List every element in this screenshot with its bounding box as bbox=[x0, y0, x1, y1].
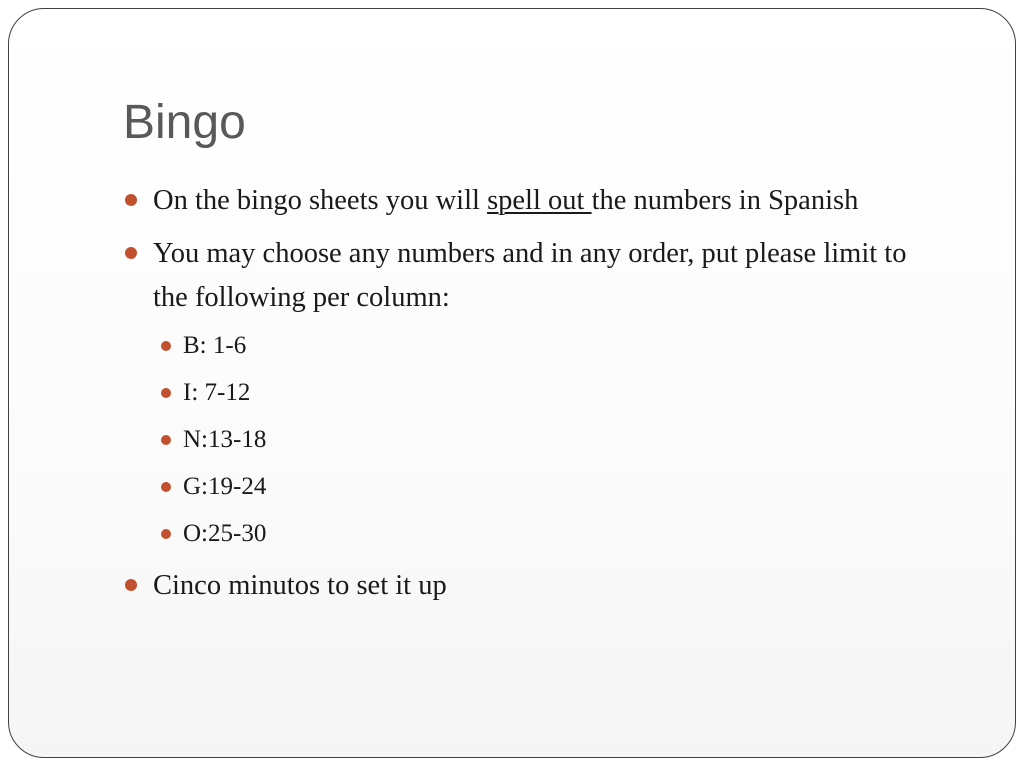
sub-bullet-dot-icon bbox=[161, 388, 171, 398]
sub-bullet-dot-icon bbox=[161, 435, 171, 445]
slide-frame bbox=[8, 8, 1016, 758]
bullet-choose-numbers bbox=[123, 232, 943, 320]
bullet-dot-icon bbox=[125, 247, 137, 259]
bullet-dot-icon bbox=[125, 579, 137, 591]
bullet-text-underlined: spell out bbox=[487, 185, 592, 216]
bullet-cinco-minutos bbox=[123, 564, 943, 608]
bullet-text-pre: On the bingo sheets you will bbox=[153, 185, 488, 216]
column-limit-text: O:25-30 bbox=[183, 520, 267, 547]
column-limit-g bbox=[123, 470, 943, 504]
column-limit-o bbox=[123, 517, 943, 551]
column-limit-text: I: 7-12 bbox=[183, 379, 251, 406]
column-limit-text: N:13-18 bbox=[183, 426, 267, 453]
sub-bullet-dot-icon bbox=[161, 529, 171, 539]
bullet-text: Cinco minutos to set it up bbox=[153, 570, 447, 601]
sub-bullet-dot-icon bbox=[161, 341, 171, 351]
column-limit-i bbox=[123, 376, 943, 410]
bullet-spell-out bbox=[123, 179, 943, 223]
column-limit-n bbox=[123, 423, 943, 457]
column-limits-list bbox=[123, 329, 943, 551]
bullet-text-post: the numbers in Spanish bbox=[591, 185, 859, 216]
bullet-text: You may choose any numbers and in any order, put please limit to the following per column: bbox=[153, 238, 907, 313]
slide-title: Bingo bbox=[123, 96, 246, 149]
slide-content bbox=[123, 179, 943, 617]
bullet-dot-icon bbox=[125, 194, 137, 206]
column-limit-b bbox=[123, 329, 943, 363]
sub-bullet-dot-icon bbox=[161, 482, 171, 492]
column-limit-text: G:19-24 bbox=[183, 473, 267, 500]
column-limit-text: B: 1-6 bbox=[183, 332, 247, 359]
